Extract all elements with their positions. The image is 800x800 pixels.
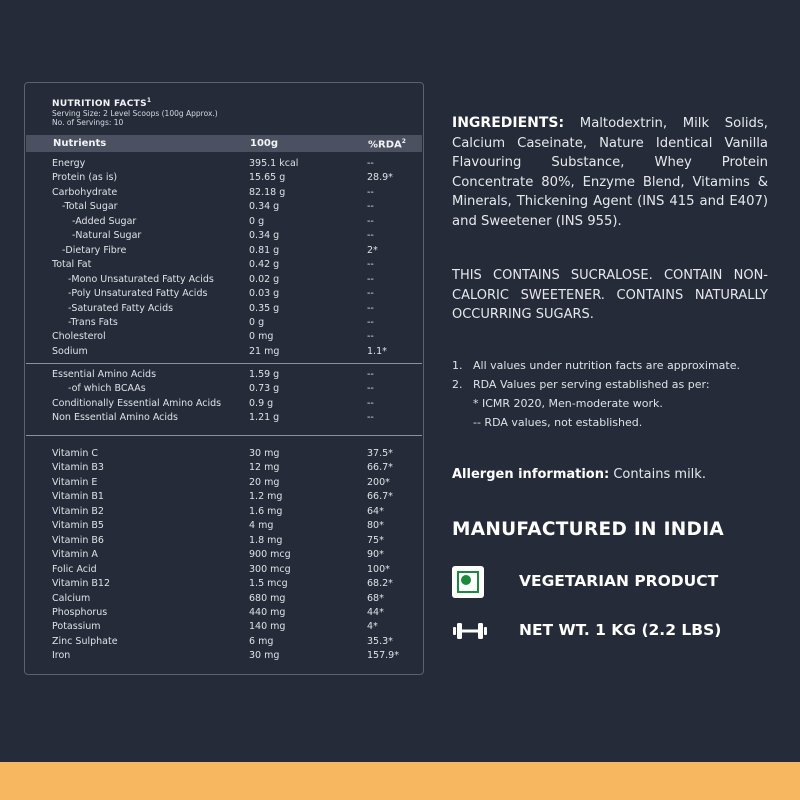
manufactured-in: MANUFACTURED IN INDIA [452, 519, 724, 540]
nutrient-name: Conditionally Essential Amino Acids [52, 397, 222, 409]
nutrient-value: 900 mcg [249, 549, 291, 561]
nutrient-rda: 4* [367, 621, 378, 633]
ingredients-label: INGREDIENTS: [452, 115, 565, 131]
nutrient-value: 0.9 g [249, 397, 274, 409]
nutrient-row [25, 621, 423, 635]
nutrient-value: 300 mcg [249, 563, 291, 575]
nutrient-rda: -- [367, 201, 374, 213]
nutrient-value: 0.34 g [249, 201, 280, 213]
bottom-accent-band [0, 762, 800, 800]
nutrient-row [25, 230, 423, 244]
nutrient-name: -Saturated Fatty Acids [68, 302, 174, 314]
nutrient-name: Vitamin B6 [52, 534, 104, 546]
nutrient-row [25, 549, 423, 563]
nutrient-rda: 35.3* [367, 635, 393, 647]
nutrient-rda: 66.7* [367, 462, 393, 474]
nutrient-name: Total Fat [52, 259, 92, 271]
nutrient-name: Calcium [52, 592, 91, 604]
net-weight: NET WT. 1 KG (2.2 LBS) [519, 621, 722, 639]
nutrient-name: Iron [52, 650, 71, 662]
nutrient-row [25, 369, 423, 383]
nutrient-row [25, 201, 423, 215]
nutrient-rda: -- [367, 259, 374, 271]
divider [26, 435, 422, 436]
nutrient-rda: -- [367, 383, 374, 395]
nutrient-row [25, 520, 423, 534]
nutrient-name: -Dietary Fibre [62, 244, 127, 256]
nutrient-rda: -- [367, 215, 374, 227]
column-header-rda: %RDA$^2$ [368, 138, 406, 151]
nutrient-name: Essential Amino Acids [52, 369, 157, 380]
nutrient-rda: 75* [367, 534, 384, 546]
dumbbell-icon [452, 620, 488, 642]
nutrient-rda: -- [367, 302, 374, 314]
nutrient-value: 12 mg [249, 462, 280, 474]
nutrient-row [25, 245, 423, 259]
nutrient-value: 4 mg [249, 520, 274, 532]
nutrient-value: 21 mg [249, 345, 280, 357]
nutrient-value: 1.21 g [249, 412, 280, 424]
nutrient-name: Sodium [52, 345, 88, 357]
nutrient-value: 0.34 g [249, 230, 280, 242]
nutrient-row [25, 274, 423, 288]
nutrient-value: 0 g [249, 215, 265, 227]
vegetarian-mark-icon [452, 566, 484, 598]
allergen-label: Allergen information: [452, 467, 610, 482]
nutrient-row [25, 607, 423, 621]
nutrient-row [25, 636, 423, 650]
nutrient-row [25, 346, 423, 360]
nutrient-row [25, 412, 423, 426]
nutrient-value: 1.2 mg [249, 491, 283, 503]
nutrient-row [25, 383, 423, 397]
nutrient-rda: 66.7* [367, 491, 393, 503]
nutrient-rda: -- [367, 331, 374, 343]
nutrient-row [25, 593, 423, 607]
ingredients-text: INGREDIENTS: Maltodextrin, Milk Solids, Calcium Caseinate, Nature Identical Vanilla Flavouring Substance, Whey Protein Concentrate 80%, Enzyme Blend, Vitamins & Minerals, Thickening Agent (INS 415 and E407) and Sweetener (INS 955). [452, 115, 768, 229]
footnote-icmr: * ICMR 2020, Men-moderate work. [473, 397, 663, 410]
nutrient-value: 1.6 mg [249, 505, 283, 517]
footnote-not-established: -- RDA values, not established. [473, 416, 643, 429]
nutrient-row [25, 477, 423, 491]
nutrient-row [25, 506, 423, 520]
nutrient-row [25, 187, 423, 201]
nutrient-value: 0.81 g [249, 244, 280, 256]
nutrient-name: -Trans Fats [68, 316, 118, 328]
nutrient-name: Vitamin B5 [52, 520, 104, 532]
nutrient-name: -of which BCAAs [68, 383, 146, 395]
nutrient-value: 0 mg [249, 331, 274, 343]
nutrient-rda: 100* [367, 563, 390, 575]
nutrient-name: -Mono Unsaturated Fatty Acids [68, 273, 214, 285]
nutrient-row [25, 216, 423, 230]
vegetarian-label: VEGETARIAN PRODUCT [519, 572, 719, 590]
nutrient-rda: -- [367, 412, 374, 424]
nutrient-value: 30 mg [249, 650, 280, 662]
column-header-nutrients: Nutrients [53, 138, 107, 149]
nutrient-value: 140 mg [249, 621, 286, 633]
nutrient-rda: -- [367, 230, 374, 242]
servings-count: No. of Servings: 10 [52, 118, 124, 127]
nutrient-row [25, 158, 423, 172]
nutrient-rda: -- [367, 186, 374, 198]
nutrient-name: Cholesterol [52, 331, 106, 343]
nutrient-name: -Total Sugar [62, 201, 118, 213]
sucralose-notice: THIS CONTAINS SUCRALOSE. CONTAIN NON-CALORIC SWEETENER. CONTAINS NATURALLY OCCURRING SUGARS. [452, 268, 768, 322]
nutrient-name: -Added Sugar [72, 215, 137, 227]
nutrient-row [25, 491, 423, 505]
nutrient-value: 395.1 kcal [249, 158, 299, 169]
nutrient-row [25, 288, 423, 302]
nutrient-name: Folic Acid [52, 563, 97, 575]
nutrient-value: 0.42 g [249, 259, 280, 271]
nutrient-name: Non Essential Amino Acids [52, 412, 178, 424]
nutrient-rda: -- [367, 273, 374, 285]
nutrient-rda: 28.9* [367, 172, 393, 184]
nutrient-rda: -- [367, 158, 374, 169]
nutrient-name: Energy [52, 158, 86, 169]
nutrient-name: Protein (as is) [52, 172, 118, 184]
nutrient-rda: -- [367, 397, 374, 409]
nutrient-rda: 2* [367, 244, 378, 256]
nutrient-name: Phosphorus [52, 606, 108, 618]
nutrition-title: NUTRITION FACTS$^1$ [52, 97, 152, 109]
nutrient-value: 0.73 g [249, 383, 280, 395]
nutrient-row [25, 317, 423, 331]
nutrient-value: 6 mg [249, 635, 274, 647]
nutrient-row [25, 259, 423, 273]
nutrient-value: 1.59 g [249, 369, 280, 380]
nutrient-name: Vitamin A [52, 549, 98, 561]
serving-size: Serving Size: 2 Level Scoops (100g Approx.) [52, 109, 218, 118]
nutrient-rda: 200* [367, 476, 390, 488]
column-header-100g: 100g [250, 138, 279, 149]
nutrient-name: -Poly Unsaturated Fatty Acids [68, 288, 208, 300]
nutrient-row [25, 398, 423, 412]
nutrient-rda: 1.1* [367, 345, 387, 357]
nutrient-value: 680 mg [249, 592, 286, 604]
nutrient-rda: 68.2* [367, 578, 393, 590]
nutrient-name: Zinc Sulphate [52, 635, 118, 647]
nutrient-rda: 68* [367, 592, 384, 604]
nutrient-name: -Natural Sugar [72, 230, 142, 242]
nutrient-rda: 37.5* [367, 448, 393, 459]
allergen-information: Allergen information: Contains milk. [452, 467, 706, 482]
nutrient-value: 440 mg [249, 606, 286, 618]
nutrient-row [25, 172, 423, 186]
nutrient-value: 1.8 mg [249, 534, 283, 546]
nutrient-name: Vitamin B12 [52, 578, 111, 590]
nutrient-rda: 157.9* [367, 650, 399, 662]
nutrient-name: Potassium [52, 621, 101, 633]
nutrient-value: 0.03 g [249, 288, 280, 300]
nutrient-rda: -- [367, 316, 374, 328]
nutrient-value: 0 g [249, 316, 265, 328]
nutrient-name: Vitamin E [52, 476, 98, 488]
nutrient-rda: -- [367, 288, 374, 300]
nutrient-row [25, 303, 423, 317]
nutrient-row [25, 535, 423, 549]
nutrition-header [52, 97, 218, 127]
nutrient-row [25, 462, 423, 476]
table-header-row [26, 135, 422, 152]
nutrient-value: 1.5 mcg [249, 578, 288, 590]
nutrient-name: Vitamin B1 [52, 491, 104, 503]
nutrient-value: 0.35 g [249, 302, 280, 314]
nutrient-value: 15.65 g [249, 172, 286, 184]
nutrient-name: Carbohydrate [52, 186, 118, 198]
divider [26, 363, 422, 364]
nutrient-value: 20 mg [249, 476, 280, 488]
nutrient-row [25, 331, 423, 345]
nutrient-rda: 80* [367, 520, 384, 532]
nutrient-name: Vitamin B2 [52, 505, 104, 517]
nutrient-row [25, 650, 423, 664]
nutrition-facts-panel [24, 82, 424, 675]
nutrient-value: 30 mg [249, 448, 280, 459]
nutrient-rda: 90* [367, 549, 384, 561]
nutrient-row [25, 564, 423, 578]
nutrient-name: Vitamin C [52, 448, 99, 459]
nutrient-value: 0.02 g [249, 273, 280, 285]
nutrient-row [25, 578, 423, 592]
nutrient-row [25, 448, 423, 462]
nutrient-rda: -- [367, 369, 374, 380]
nutrient-value: 82.18 g [249, 186, 286, 198]
nutrient-rda: 44* [367, 606, 384, 618]
nutrient-name: Vitamin B3 [52, 462, 104, 474]
nutrient-rda: 64* [367, 505, 384, 517]
